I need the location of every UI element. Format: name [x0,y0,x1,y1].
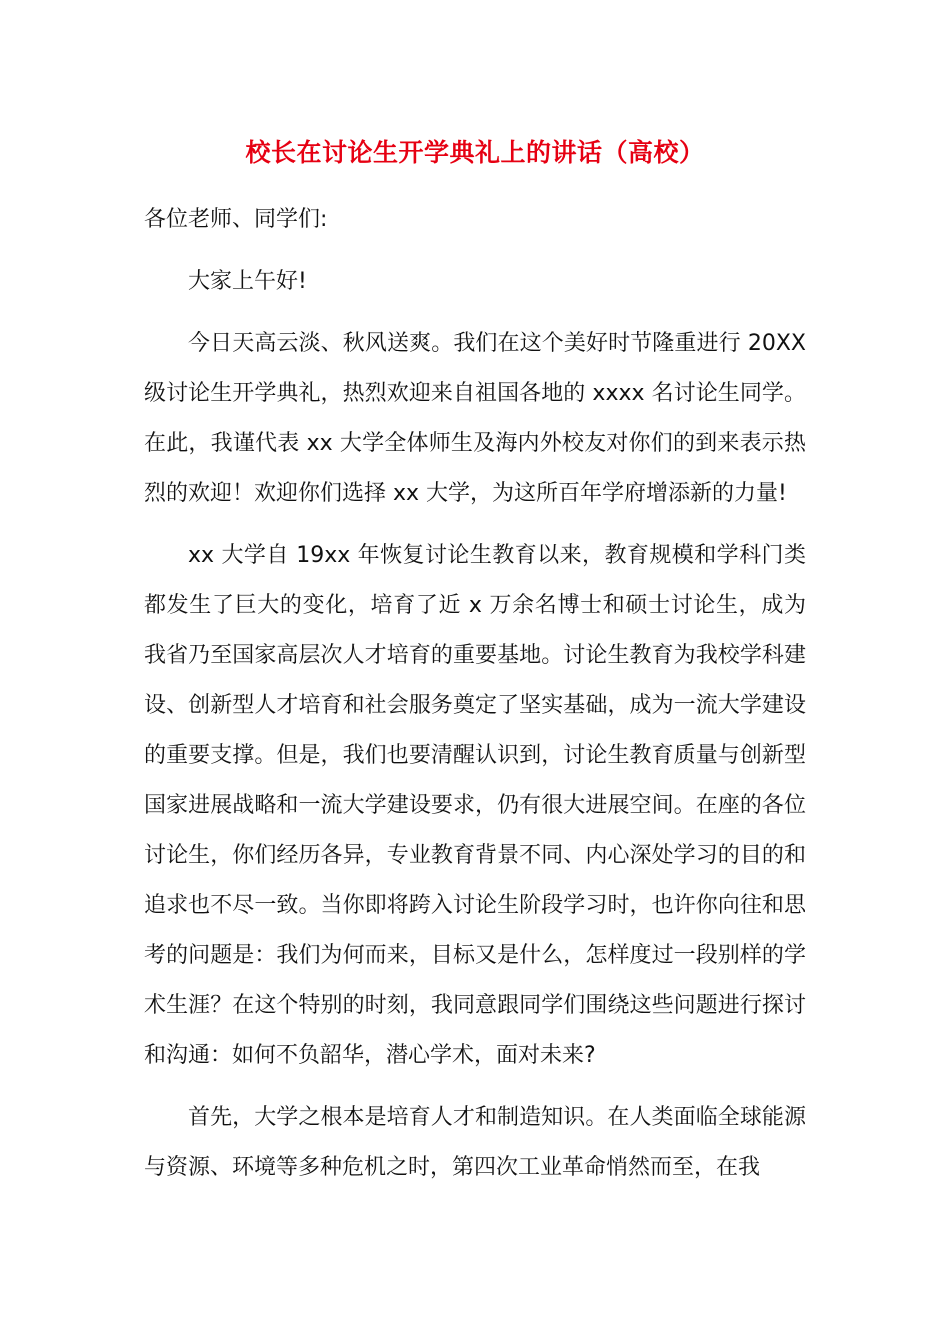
paragraph-1: 今日天高云淡、秋风送爽。我们在这个美好时节隆重进行 20XX级讨论生开学典礼，热烈欢迎来自祖国各地的 xxxx 名讨论生同学。在此，我谨代表 xx 大学全体师生及海内外校友对你们的到来表示热烈的欢迎！欢迎你们选择 xx 大学，为这所百年学府增添新的力量! [144,331,806,506]
greeting: 大家上午好! [188,269,307,294]
paragraph-3: 首先，大学之根本是培育人才和制造知识。在人类面临全球能源与资源、环境等多种危机之时，第四次工业革命悄然而至，在我 [144,1105,806,1180]
document-title: 校长在讨论生开学典礼上的讲话（高校） [245,138,705,167]
salutation: 各位老师、同学们: [144,207,328,232]
document-body [144,195,806,1205]
paragraph-2: xx 大学自 19xx 年恢复讨论生教育以来，教育规模和学科门类都发生了巨大的变化，培育了近 x 万余名博士和硕士讨论生，成为我省乃至国家高层次人才培育的重要基地。讨论生教育为我校学科建设、创新型人才培育和社会服务奠定了坚实基础，成为一流大学建设的重要支撑。但是，我们也要清醒认识到，讨论生教育质量与创新型国家进展战略和一流大学建设要求，仍有很大进展空间。在座的各位讨论生，你们经历各异，专业教育背景不同、内心深处学习的目的和追求也不尽一致。当你即将跨入讨论生阶段学习时，也许你向往和思考的问题是：我们为何而来，目标又是什么，怎样度过一段别样的学术生涯？在这个特别的时刻，我同意跟同学们围绕这些问题进行探讨和沟通：如何不负韶华，潜心学术，面对未来? [144,543,806,1068]
